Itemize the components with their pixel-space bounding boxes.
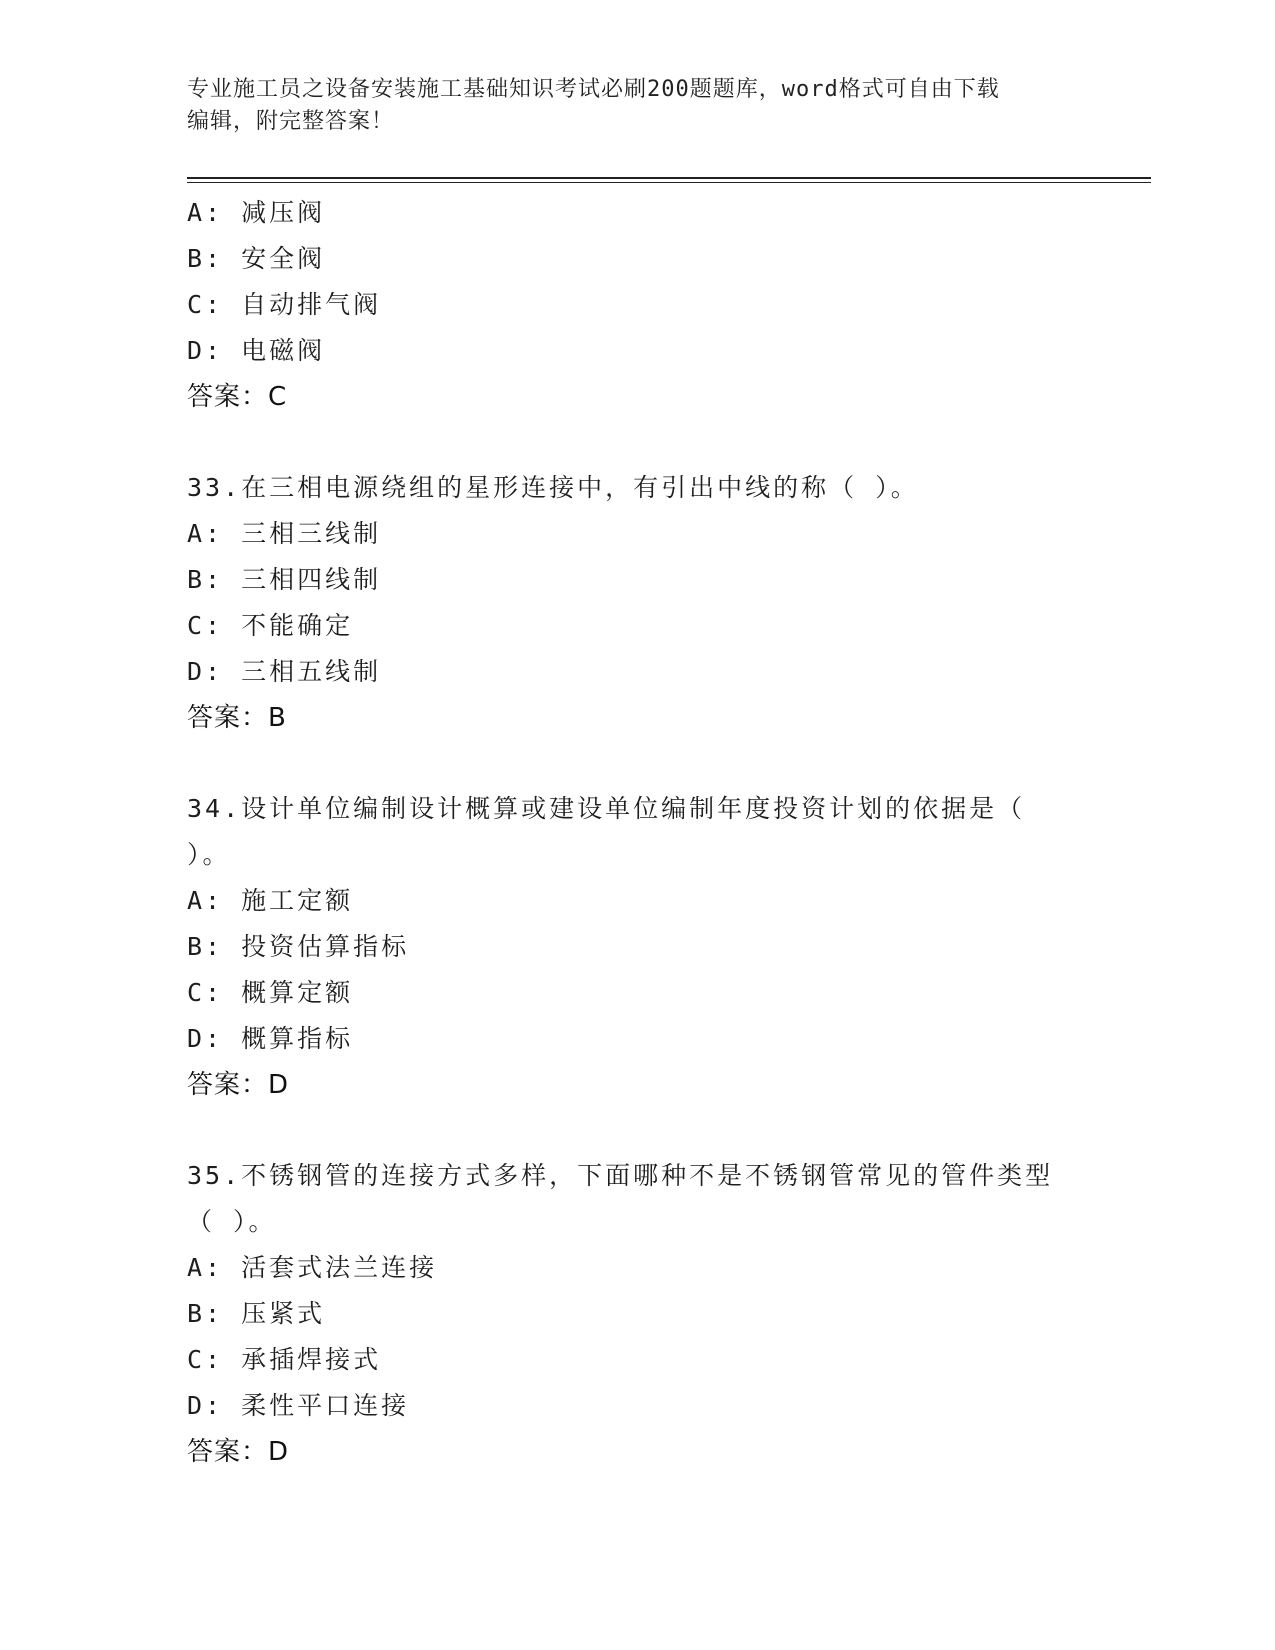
option-a: A: 三相三线制	[187, 519, 382, 548]
option-d: D: 概算指标	[187, 1024, 354, 1053]
option-b: B: 压紧式	[187, 1299, 326, 1328]
option-c: C: 承插焊接式	[187, 1345, 382, 1374]
question-35	[187, 1153, 1087, 1475]
question-stem-line-1: 34.设计单位编制设计概算或建设单位编制年度投资计划的依据是（	[187, 794, 1026, 823]
option-d: D: 柔性平口连接	[187, 1391, 410, 1420]
question-stem: 33.在三相电源绕组的星形连接中，有引出中线的称（ ）。	[187, 473, 919, 502]
option-d: D: 三相五线制	[187, 657, 382, 686]
spacer	[187, 741, 1087, 786]
header-line-1: 专业施工员之设备安装施工基础知识考试必刷200题题库，word格式可自由下载	[187, 77, 1000, 102]
question-stem-line-1: 35.不锈钢管的连接方式多样，下面哪种不是不锈钢管常见的管件类型	[187, 1161, 1054, 1190]
answer: 答案：D	[187, 1437, 290, 1467]
option-b: B: 投资估算指标	[187, 932, 410, 961]
question-stem-line-2: （ ）。	[187, 1207, 277, 1236]
question-32	[187, 190, 1087, 420]
header-divider	[187, 177, 1151, 183]
answer: 答案：C	[187, 382, 288, 412]
option-a: A: 活套式法兰连接	[187, 1253, 438, 1282]
option-b: B: 安全阀	[187, 244, 326, 273]
spacer	[187, 1108, 1087, 1153]
divider-thin	[187, 182, 1151, 183]
option-c: C: 不能确定	[187, 611, 354, 640]
divider-thick	[187, 177, 1151, 179]
question-stem-line-2: ）。	[187, 840, 231, 869]
header-line-2: 编辑，附完整答案！	[187, 109, 395, 134]
document-header	[187, 74, 1067, 138]
answer: 答案：D	[187, 1070, 290, 1100]
option-a: A: 施工定额	[187, 886, 354, 915]
answer: 答案：B	[187, 703, 287, 733]
question-34	[187, 786, 1087, 1108]
option-d: D: 电磁阀	[187, 336, 326, 365]
option-b: B: 三相四线制	[187, 565, 382, 594]
option-c: C: 自动排气阀	[187, 290, 382, 319]
question-33	[187, 465, 1087, 741]
option-c: C: 概算定额	[187, 978, 354, 1007]
option-a: A: 减压阀	[187, 198, 326, 227]
spacer	[187, 420, 1087, 465]
question-list	[187, 190, 1087, 1475]
